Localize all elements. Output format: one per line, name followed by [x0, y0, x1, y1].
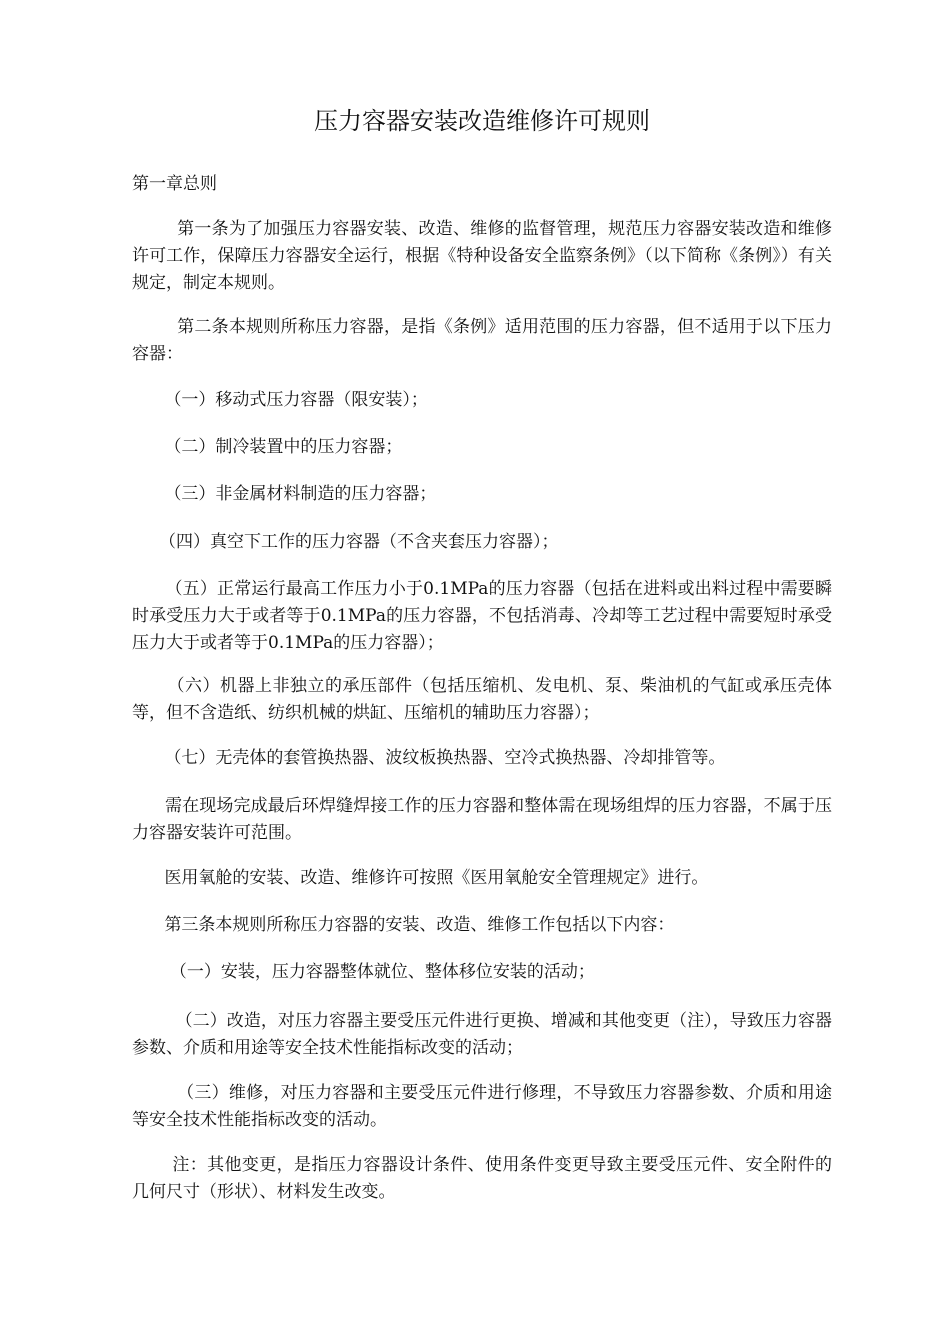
article-3: 第三条本规则所称压力容器的安装、改造、维修工作包括以下内容： — [132, 915, 675, 935]
exclusion-item-6: （六）机器上非独立的承压部件（包括压缩机、发电机、泵、柴油机的气缸或承压壳体等，但不含造纸、纺织机械的烘缸、压缩机的辅助压力容器）； — [132, 676, 832, 723]
article-2: 第二条本规则所称压力容器，是指《条例》适用范围的压力容器，但不适用于以下压力容器： — [132, 317, 833, 364]
other-change-note: 注：其他变更，是指压力容器设计条件、使用条件变更导致主要受压元件、安全附件的几何尺寸（形状）、材料发生改变。 — [132, 1155, 833, 1202]
document-title: 压力容器安装改造维修许可规则 — [314, 107, 650, 135]
work-item-installation: （一）安装，压力容器整体就位、整体移位安装的活动； — [132, 962, 595, 982]
work-item-repair: （三）维修，对压力容器和主要受压元件进行修理，不导致压力容器参数、介质和用途等安全技术性能指标改变的活动。 — [132, 1083, 833, 1130]
exclusion-item-2: （二）制冷装置中的压力容器； — [132, 437, 403, 457]
work-item-modification: （二）改造，对压力容器主要受压元件进行更换、增减和其他变更（注），导致压力容器参数、介质和用途等安全技术性能指标改变的活动； — [132, 1011, 832, 1058]
chapter-heading: 第一章总则 — [132, 174, 217, 194]
exclusion-item-3: （三）非金属材料制造的压力容器； — [132, 484, 437, 504]
on-site-welding-note: 需在现场完成最后环焊缝焊接工作的压力容器和整体需在现场组焊的压力容器，不属于压力容器安装许可范围。 — [132, 796, 832, 843]
exclusion-item-5: （五）正常运行最高工作压力小于0.1MPa的压力容器（包括在进料或出料过程中需要瞬时承受压力大于或者等于0.1MPa的压力容器，不包括消毒、冷却等工艺过程中需要短时承受压力大于或者等于0.1MPa的压力容器）； — [132, 579, 832, 653]
article-1: 第一条为了加强压力容器安装、改造、维修的监督管理，规范压力容器安装改造和维修许可工作，保障压力容器安全运行，根据《特种设备安全监察条例》（以下简称《条例》）有关规定，制定本规则。 — [132, 219, 833, 293]
medical-oxygen-chamber-note: 医用氧舱的安装、改造、维修许可按照《医用氧舱安全管理规定》进行。 — [132, 868, 709, 888]
exclusion-item-1: （一）移动式压力容器（限安装）； — [132, 390, 428, 410]
exclusion-item-4: （四）真空下工作的压力容器（不含夹套压力容器）； — [132, 532, 559, 552]
exclusion-item-7: （七）无壳体的套管换热器、波纹板换热器、空冷式换热器、冷却排管等。 — [132, 748, 726, 768]
